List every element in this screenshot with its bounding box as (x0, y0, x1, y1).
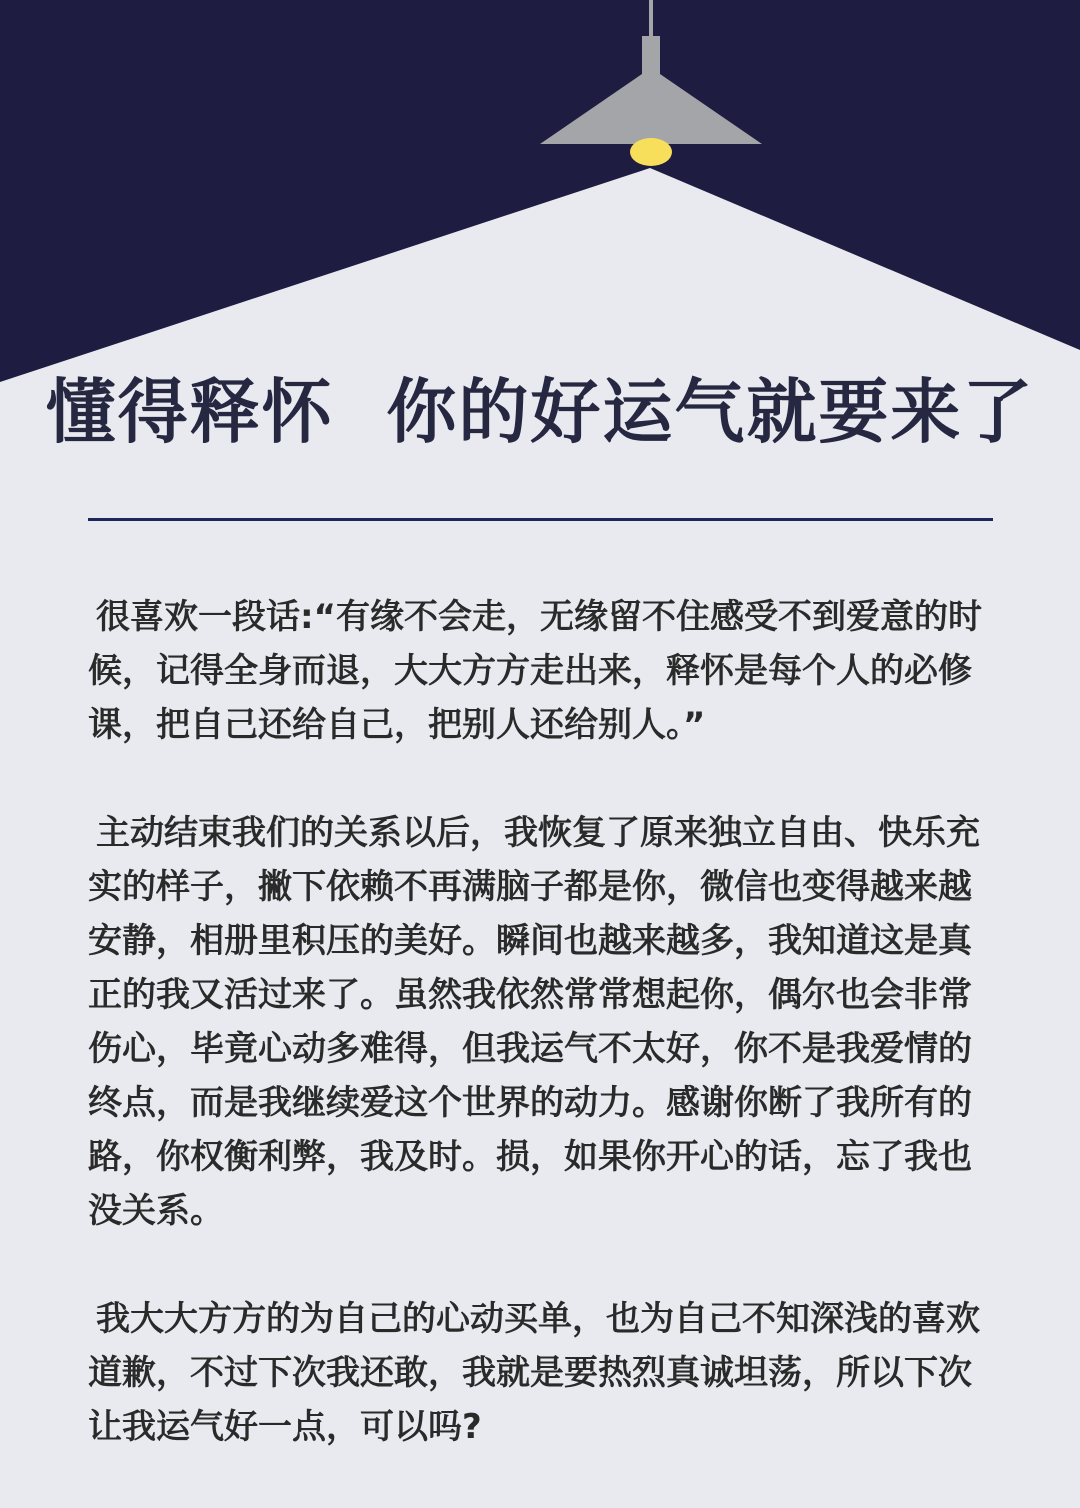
lamp-neck (642, 36, 660, 76)
page-title: 懂得释怀 你的好运气就要来了 (45, 371, 1035, 453)
title-divider (88, 518, 993, 521)
paragraph-3: 我大大方方的为自己的心动买单，也为自己不知深浅的喜欢道歉，不过下次我还敢，我就是要热烈真诚坦荡，所以下次让我运气好一点，可以吗? (88, 1299, 980, 1447)
article-body (88, 590, 993, 1508)
lamp-cord (649, 0, 653, 40)
paragraph-2: 主动结束我们的关系以后，我恢复了原来独立自由、快乐充实的样子，撇下依赖不再满脑子都是你，微信也变得越来越安静，相册里积压的美好。瞬间也越来越多，我知道这是真正的我又活过来了。虽然我依然常常想起你，偶尔也会非常伤心，毕竟心动多难得，但我运气不太好，你不是我爱情的终点，而是我继续爱这个世界的动力。感谢你断了我所有的路，你权衡利弊，我及时。损，如果你开心的话，忘了我也没关系。 (88, 813, 980, 1231)
paragraph-1: 很喜欢一段话:“有缘不会走，无缘留不住感受不到爱意的时候，记得全身而退，大大方方走出来，释怀是每个人的必修课，把自己还给自己，把别人还给别人。” (88, 597, 982, 745)
light-bulb-icon (630, 138, 672, 166)
